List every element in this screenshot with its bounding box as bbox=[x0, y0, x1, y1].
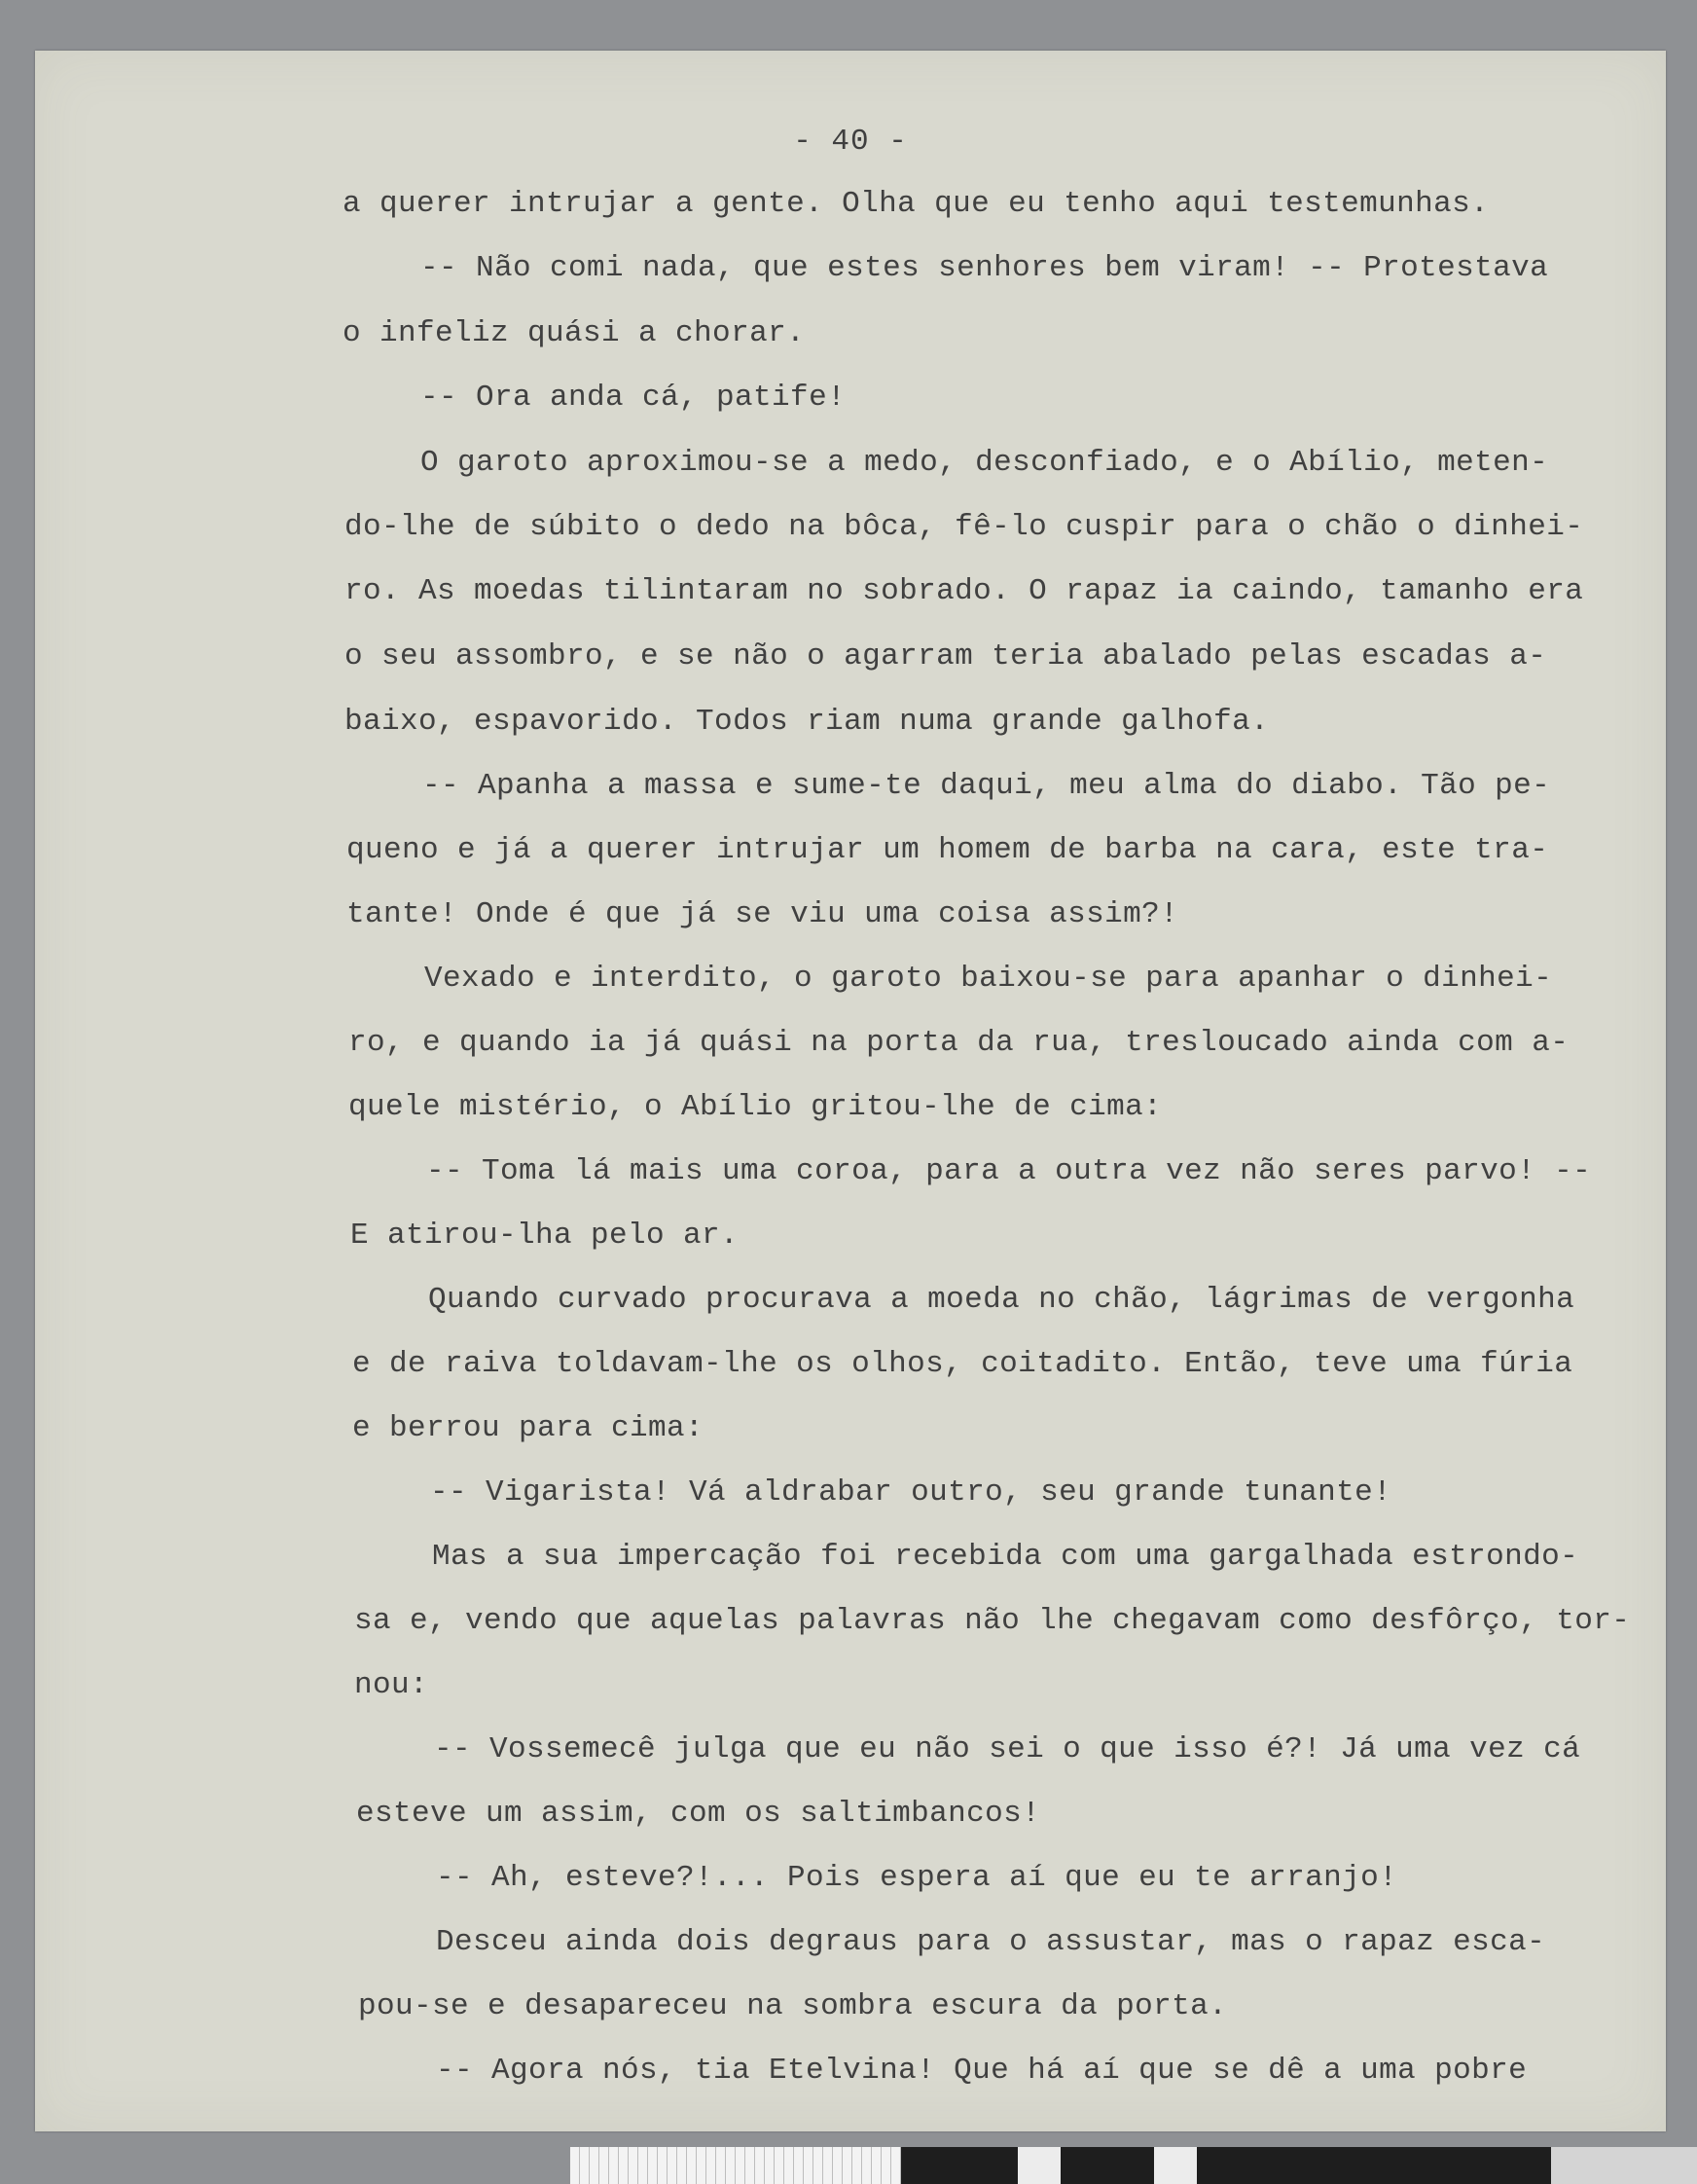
text-line: Mas a sua impercação foi recebida com uma gargalhada estrondo- bbox=[432, 1540, 1579, 1574]
page-number: - 40 - bbox=[793, 125, 908, 159]
text-line: o seu assombro, e se não o agarram teria abalado pelas escadas a- bbox=[344, 639, 1547, 673]
text-line: Vexado e interdito, o garoto baixou-se para apanhar o dinhei- bbox=[424, 962, 1553, 996]
ruler-white-block bbox=[1018, 2147, 1061, 2184]
text-line: baixo, espavorido. Todos riam numa grande galhofa. bbox=[344, 705, 1270, 739]
text-line: Quando curvado procurava a moeda no chão, lágrimas de vergonha bbox=[428, 1283, 1575, 1317]
text-line: o infeliz quási a chorar. bbox=[343, 316, 806, 350]
text-line: -- Agora nós, tia Etelvina! Que há aí que se dê a uma pobre bbox=[436, 2054, 1528, 2088]
text-line: tante! Onde é que já se viu uma coisa assim?! bbox=[346, 897, 1179, 931]
text-line: -- Ah, esteve?!... Pois espera aí que eu te arranjo! bbox=[436, 1861, 1398, 1895]
text-line: ro, e quando ia já quási na porta da rua, tresloucado ainda com a- bbox=[348, 1026, 1570, 1060]
text-line: nou: bbox=[354, 1668, 429, 1702]
text-line: do-lhe de súbito o dedo na bôca, fê-lo cuspir para o chão o dinhei- bbox=[344, 510, 1584, 544]
text-line: -- Toma lá mais uma coroa, para a outra vez não seres parvo! -- bbox=[426, 1154, 1592, 1188]
text-line: ro. As moedas tilintaram no sobrado. O rapaz ia caindo, tamanho era bbox=[344, 574, 1584, 608]
text-line: e berrou para cima: bbox=[352, 1411, 704, 1445]
text-line: esteve um assim, com os saltimbancos! bbox=[356, 1797, 1041, 1831]
typewritten-page bbox=[35, 51, 1666, 2131]
ruler-tick-strip bbox=[570, 2147, 901, 2184]
scale-ruler bbox=[570, 2147, 1697, 2184]
text-line: E atirou-lha pelo ar. bbox=[350, 1219, 740, 1253]
text-line: -- Não comi nada, que estes senhores bem viram! -- Protestava bbox=[420, 251, 1549, 285]
ruler-gray-block bbox=[1551, 2147, 1697, 2184]
ruler-white-block bbox=[1154, 2147, 1197, 2184]
text-line: sa e, vendo que aquelas palavras não lhe chegavam como desfôrço, tor- bbox=[354, 1604, 1631, 1638]
text-line: -- Vossemecê julga que eu não sei o que isso é?! Já uma vez cá bbox=[434, 1732, 1581, 1766]
text-line: -- Apanha a massa e sume-te daqui, meu alma do diabo. Tão pe- bbox=[422, 769, 1551, 803]
text-line: O garoto aproximou-se a medo, desconfiado, e o Abílio, meten- bbox=[420, 446, 1549, 480]
text-line: -- Vigarista! Vá aldrabar outro, seu grande tunante! bbox=[430, 1475, 1392, 1510]
text-line: pou-se e desapareceu na sombra escura da porta. bbox=[358, 1989, 1228, 2023]
text-line: quele mistério, o Abílio gritou-lhe de cima: bbox=[348, 1090, 1163, 1124]
text-line: -- Ora anda cá, patife! bbox=[420, 381, 847, 415]
text-line: Desceu ainda dois degraus para o assustar, mas o rapaz esca- bbox=[436, 1925, 1546, 1959]
text-line: e de raiva toldavam-lhe os olhos, coitadito. Então, teve uma fúria bbox=[352, 1347, 1573, 1381]
text-line: a querer intrujar a gente. Olha que eu tenho aqui testemunhas. bbox=[343, 187, 1490, 221]
text-line: queno e já a querer intrujar um homem de barba na cara, este tra- bbox=[346, 833, 1549, 867]
